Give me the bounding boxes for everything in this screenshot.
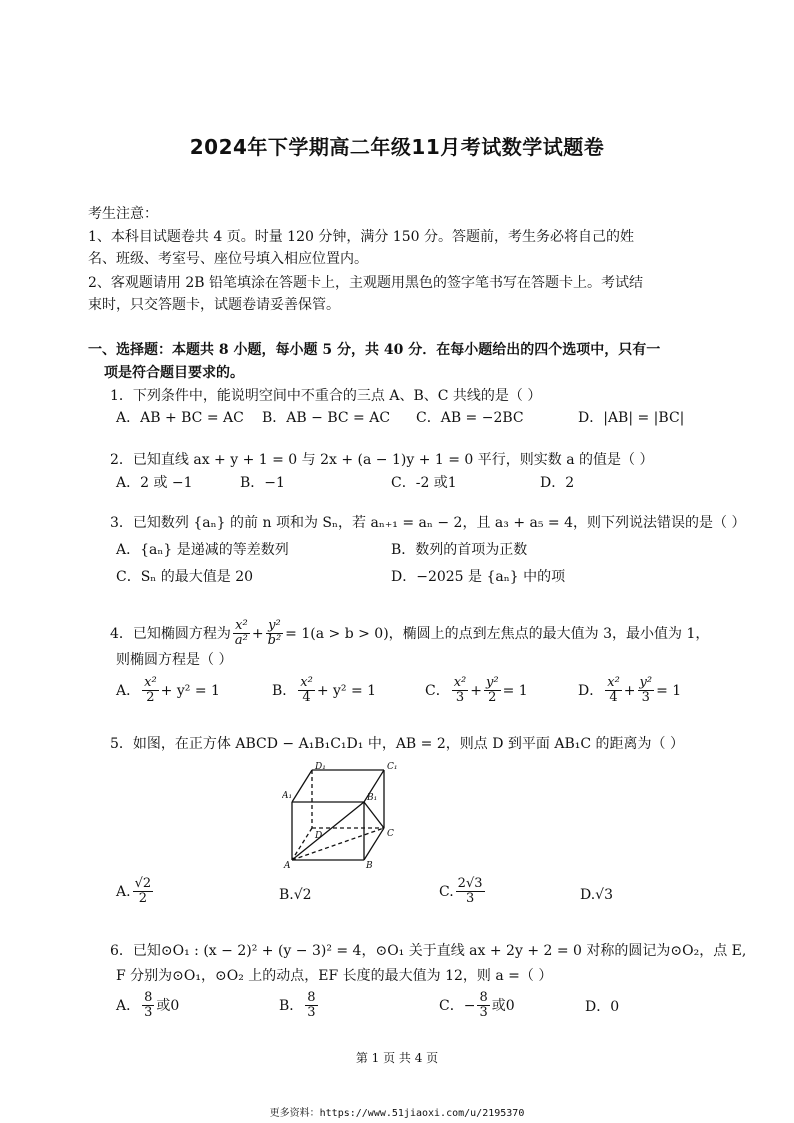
q6-option-a: A． $\frac{8}{3}$ 或0: [116, 990, 180, 1020]
label-b1: B₁: [367, 793, 378, 803]
cube-edge: [292, 770, 312, 802]
q6-stem-line-1: 6．已知⊙O₁ : (x − 2)² + (y − 3)² = 4，⊙O₁ 关于直线 ax + 2y + 2 = 0 对称的圆记为⊙O₂，点 E,: [110, 943, 747, 959]
q3-option-d: D．−2025 是 {aₙ} 中的项: [391, 569, 566, 585]
section-heading: 一、选择题：本题共 8 小题，每小题 5 分，共 40 分．在每小题给出的四个选项中，只有一: [88, 342, 661, 358]
q2-option-d: D．2: [540, 475, 575, 491]
q3-stem: 3．已知数列 {aₙ} 的前 n 项和为 Sₙ，若 aₙ₊₁ = aₙ − 2，且 a₃ + a₅ = 4，则下列说法错误的是（ ）: [110, 515, 746, 531]
q1-stem: 1．下列条件中，能说明空间中不重合的三点 A、B、C 共线的是（ ）: [110, 388, 542, 404]
q5-option-c: C. $\frac{2√3}{3}$: [439, 876, 483, 906]
label-d: D: [315, 831, 323, 841]
q4-frac-y: $\frac{\text{y²}}{\text{b²}}$: [267, 618, 282, 648]
notice-line-1a: 1、本科目试题卷共 4 页。时量 120 分钟，满分 150 分。答题前，考生务必将自己的姓: [88, 229, 634, 245]
page-title: 2024年下学期高二年级11月考试数学试题卷: [189, 135, 605, 159]
q6-option-b: B． $\frac{8}{3}$: [279, 990, 316, 1020]
q4-option-c: C． $\frac{\text{x²}}{3}$ + $\frac{\text{y²}}{2}$ = 1: [425, 675, 528, 705]
notice-line-2b: 束时，只交答题卡，试题卷请妥善保管。: [88, 297, 340, 313]
plane-edge-ac: [292, 828, 384, 860]
cube-hidden-edge: [292, 828, 312, 860]
notice-line-1b: 名、班级、考室号、座位号填入相应位置内。: [88, 251, 368, 267]
q4-stem-post: = 1(a > b > 0)，椭圆上的点到左焦点的最大值为 3，最小值为 1，: [285, 625, 710, 642]
q5-option-a: A. $\frac{√2}{2}$: [116, 876, 152, 906]
q4-stem: 4．已知椭圆方程为 $\frac{\text{x²}}{\text{a²}}$ + $\frac{\text{y²}}{\text{b²}}$ = 1(a > b > 0)，椭圆上的点到左焦点的最大值为 3，最小值为 1，: [110, 618, 710, 648]
q3-option-c: C．Sₙ 的最大值是 20: [116, 569, 254, 585]
label-b: B: [366, 861, 373, 870]
source-link[interactable]: 更多资料：https://www.51jiaoxi.com/u/2195370: [269, 1108, 525, 1119]
q1-option-d: D．|AB| = |BC|: [578, 410, 685, 426]
notice-heading: 考生注意：: [88, 206, 158, 222]
page-footer: 第 1 页 共 4 页: [355, 1051, 439, 1065]
q1-option-a: A．AB + BC = AC: [116, 410, 244, 426]
q4-option-b: B． $\frac{\text{x²}}{4}$ + y² = 1: [272, 675, 377, 705]
q4-stem-line-2: 则椭圆方程是（ ）: [116, 652, 233, 668]
q6-option-d: D．0: [585, 999, 620, 1015]
q6-option-c: C． − $\frac{8}{3}$ 或0: [439, 990, 515, 1020]
q3-option-a: A．{aₙ} 是递减的等差数列: [116, 542, 289, 558]
plane-edge-ab1: [292, 802, 364, 860]
label-d1: D₁: [315, 762, 326, 772]
q1-option-b: B．AB − BC = AC: [262, 410, 391, 426]
q5-option-d: D.√3: [580, 887, 614, 903]
q4-option-a: A． $\frac{\text{x²}}{2}$ + y² = 1: [116, 675, 220, 705]
label-a1: A₁: [282, 791, 293, 801]
q2-stem: 2．已知直线 ax + y + 1 = 0 与 2x + (a − 1)y + 1 = 0 平行，则实数 a 的值是（ ）: [110, 452, 654, 468]
q2-option-b: B．−1: [240, 475, 285, 491]
plane-edge-b1c: [364, 802, 384, 828]
cube-edge: [364, 828, 384, 860]
q2-option-a: A．2 或 −1: [116, 475, 193, 491]
label-c1: C₁: [387, 762, 398, 772]
notice-line-2a: 2、客观题请用 2B 铅笔填涂在答题卡上，主观题用黑色的签字笔书写在答题卡上。考试结: [88, 275, 644, 291]
cube-figure: [282, 760, 412, 870]
q1-option-c: C．AB = −2BC: [416, 410, 524, 426]
q3-option-b: B．数列的首项为正数: [391, 542, 528, 558]
q2-option-c: C．-2 或1: [391, 475, 457, 491]
q5-option-b: B.√2: [279, 887, 312, 903]
q4-option-d: D． $\frac{\text{x²}}{4}$ + $\frac{\text{y²}}{3}$ = 1: [578, 675, 682, 705]
section-heading-cont: 项是符合题目要求的。: [104, 365, 244, 381]
q4-frac-x: $\frac{\text{x²}}{\text{a²}}$: [234, 618, 248, 648]
label-c: C: [387, 829, 394, 839]
q4-stem-pre: 4．已知椭圆方程为: [110, 625, 231, 642]
label-a: A: [284, 861, 291, 870]
q6-stem-line-2: F 分别为⊙O₁，⊙O₂ 上的动点，EF 长度的最大值为 12，则 a =（ ）: [116, 968, 553, 984]
q5-stem: 5．如图，在正方体 ABCD − A₁B₁C₁D₁ 中，AB = 2，则点 D 到平面 AB₁C 的距离为（ ）: [110, 736, 684, 752]
